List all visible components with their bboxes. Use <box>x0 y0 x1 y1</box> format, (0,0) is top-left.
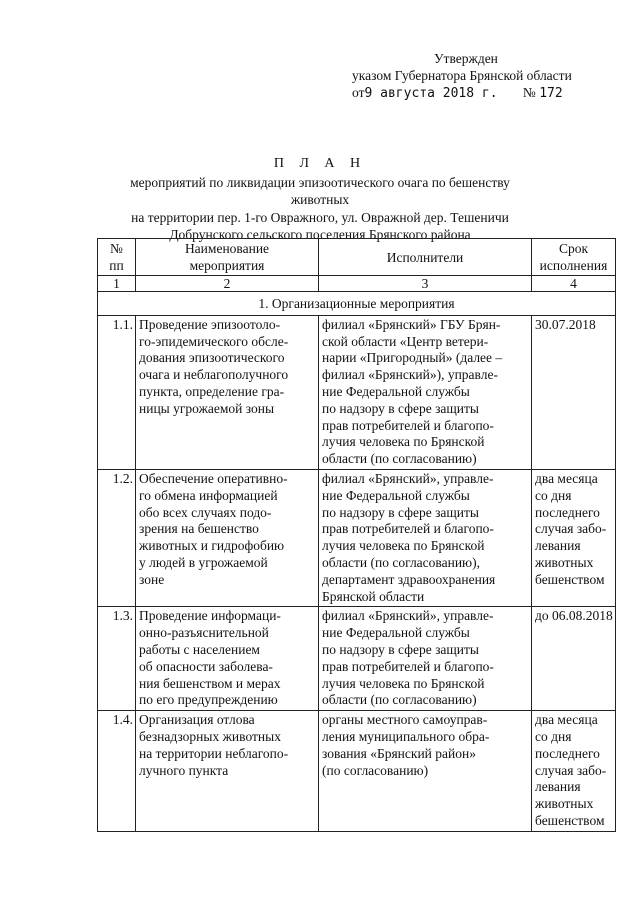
deadline: до 06.08.2018 <box>532 607 616 711</box>
title-plan: П Л А Н <box>273 156 367 171</box>
header-name: Наименование мероприятия <box>136 239 319 276</box>
approval-line-approved: Утвержден <box>434 51 498 66</box>
deadline: два месяца со дня последнего случая забо- левания животных бешенством <box>532 469 616 606</box>
activity-name: Организация отлова безнадзорных животных на территории неблагопо- лучного пункта <box>136 711 319 832</box>
row-number: 1.4. <box>98 711 136 832</box>
table-row <box>98 607 616 711</box>
approval-stamp <box>352 50 612 102</box>
table-row <box>98 315 616 469</box>
title-line-3: Добрунского сельского поселения Брянского района <box>169 227 471 242</box>
row-number: 1.2. <box>98 469 136 606</box>
col-number: 1 <box>98 276 136 292</box>
approval-date-line <box>352 84 612 102</box>
activity-name: Обеспечение оперативно- го обмена информацией обо всех случаях подо- зрения на бешенство животных и гидрофобию у людей в угрожаемой зоне <box>136 469 319 606</box>
title-line-1: мероприятий по ликвидации эпизоотического очага по бешенству животных <box>130 174 510 207</box>
document-title <box>100 155 540 244</box>
plan-table <box>97 238 616 832</box>
deadline: 30.07.2018 <box>532 315 616 469</box>
number-label: № <box>522 85 536 100</box>
row-number: 1.3. <box>98 607 136 711</box>
approval-line-decree: указом Губернатора Брянской области <box>352 68 572 83</box>
decree-number: 172 <box>539 86 563 101</box>
section-title: 1. Организационные мероприятия <box>98 292 616 316</box>
header-executors: Исполнители <box>319 239 532 276</box>
table-row <box>98 711 616 832</box>
executors: органы местного самоуправ- ления муниципального обра- зования «Брянский район» (по согласованию) <box>319 711 532 832</box>
deadline: два месяца со дня последнего случая забо- левания животных бешенством <box>532 711 616 832</box>
row-number: 1.1. <box>98 315 136 469</box>
col-number: 4 <box>532 276 616 292</box>
col-number: 2 <box>136 276 319 292</box>
header-num: № пп <box>98 239 136 276</box>
table-header-row <box>98 239 616 276</box>
executors: филиал «Брянский» ГБУ Брян- ской области «Центр ветери- нарии «Пригородный» (далее – филиал «Брянский»), управле- ние Федеральной службы по надзору в сфере защиты прав потребителей и благопо- лучия человека по Брянской области (по согласованию) <box>319 315 532 469</box>
executors: филиал «Брянский», управле- ние Федеральной службы по надзору в сфере защиты прав потребителей и благопо- лучия человека по Брянской области (по согласованию) <box>319 607 532 711</box>
col-number: 3 <box>319 276 532 292</box>
executors: филиал «Брянский», управле- ние Федеральной службы по надзору в сфере защиты прав потребителей и благопо- лучия человека по Брянской области (по согласованию), департамент здравоохранения Брянской области <box>319 469 532 606</box>
section-row <box>98 292 616 316</box>
title-line-2: на территории пер. 1-го Овражного, ул. Овражной дер. Тешеничи <box>131 209 509 225</box>
date-prefix: от <box>352 85 365 100</box>
activity-name: Проведение эпизоотоло- го-эпидемического обсле- дования эпизоотического очага и неблагополучного пункта, определение гра- ницы угрожаемой зоны <box>136 315 319 469</box>
header-term: Срок исполнения <box>532 239 616 276</box>
column-number-row <box>98 276 616 292</box>
table-row <box>98 469 616 606</box>
activity-name: Проведение информаци- онно-разъяснительной работы с населением об опасности заболева- ния бешенством и мерах по его предупреждению <box>136 607 319 711</box>
decree-date: 9 августа 2018 г. <box>364 86 498 101</box>
